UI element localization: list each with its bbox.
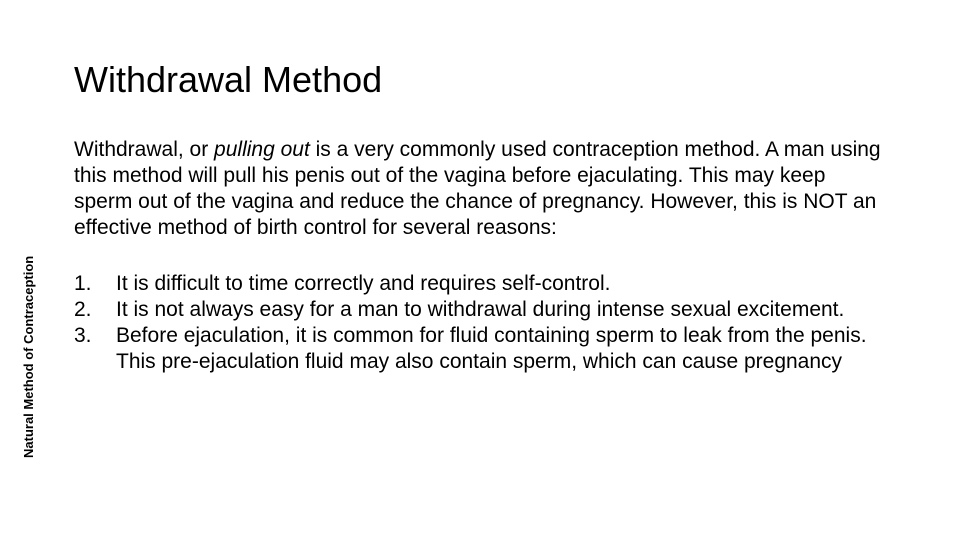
list-item-text: It is not always easy for a man to withdrawal during intense sexual excitement.	[116, 298, 845, 321]
intro-text-end: is a very commonly used contraception method. A man using this method will pull his penis out of the vagina before ejaculating. This may keep sperm out of the vagina and reduce the chance of pregnancy. However, this is NOT an effective method of birth control for several reasons:	[74, 138, 881, 239]
intro-text-start: Withdrawal, or	[74, 138, 215, 161]
list-item	[74, 297, 884, 323]
list-item-text: Before ejaculation, it is common for fluid containing sperm to leak from the penis. This pre-ejaculation fluid may also contain sperm, which can cause pregnancy	[116, 324, 867, 373]
slide-title: Withdrawal Method	[74, 59, 383, 100]
list-item-number: 3.	[74, 324, 92, 347]
slide-body	[74, 137, 884, 375]
list-item-text: It is difficult to time correctly and requires self-control.	[116, 272, 611, 295]
intro-paragraph	[74, 137, 884, 241]
intro-italic-phrase: pulling out	[214, 138, 310, 161]
list-item	[74, 271, 884, 297]
side-label: Natural Method of Contraception	[21, 255, 36, 458]
list-item	[74, 323, 884, 375]
list-item-number: 2.	[74, 298, 92, 321]
reasons-list	[74, 271, 884, 375]
list-item-number: 1.	[74, 272, 92, 295]
